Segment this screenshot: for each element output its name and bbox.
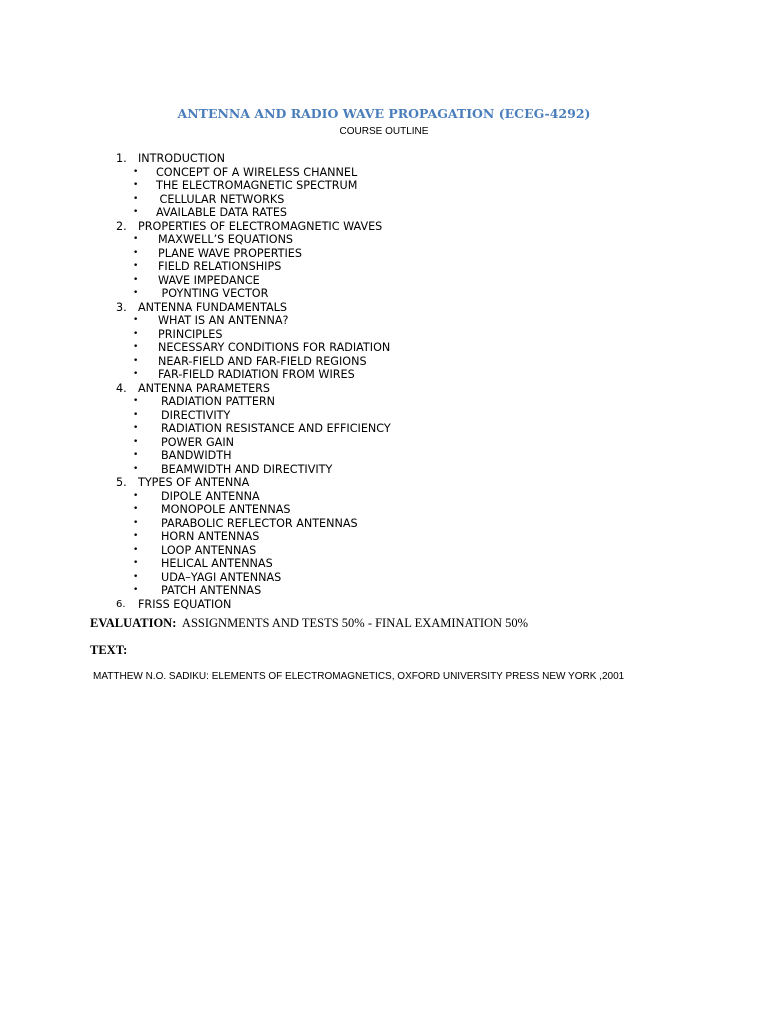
section-heading	[0, 301, 768, 315]
outline-item-text: RADIATION RESISTANCE AND EFFICIENCY	[161, 422, 391, 435]
outline-item	[0, 557, 768, 571]
bullet-icon: •	[133, 396, 139, 406]
outline-item	[0, 328, 768, 342]
outline-item	[0, 503, 768, 517]
section-number: 6.	[116, 598, 126, 610]
outline-item-text: NEAR-FIELD AND FAR-FIELD REGIONS	[158, 354, 367, 368]
bullet-icon: •	[133, 274, 139, 285]
outline-item	[0, 179, 768, 193]
bullet-icon: •	[133, 490, 139, 501]
outline-item-text: LOOP ANTENNAS	[161, 543, 257, 557]
outline-item	[0, 395, 768, 409]
bullet-icon: •	[133, 544, 139, 555]
bullet-icon: •	[133, 504, 139, 514]
bullet-icon: •	[133, 193, 139, 204]
section-heading	[0, 220, 768, 234]
outline-item-text: POYNTING VECTOR	[158, 287, 269, 300]
bullet-icon: •	[133, 423, 139, 433]
outline-item-text: MAXWELL’S EQUATIONS	[158, 233, 294, 246]
evaluation-line	[90, 616, 528, 631]
outline-item-text: RADIATION PATTERN	[161, 395, 276, 408]
section-title: FRISS EQUATION	[138, 597, 232, 611]
bullet-icon: •	[133, 409, 139, 420]
bullet-icon: •	[133, 342, 139, 352]
bullet-icon: •	[133, 369, 139, 379]
section-number: 3.	[116, 300, 127, 314]
outline-item	[0, 166, 768, 180]
outline-item	[0, 260, 768, 274]
outline-item	[0, 571, 768, 585]
outline-item-text: HELICAL ANTENNAS	[161, 557, 273, 570]
bullet-icon: •	[133, 585, 139, 595]
outline-item	[0, 355, 768, 369]
outline-item-text: WHAT IS AN ANTENNA?	[158, 314, 289, 327]
text-label: TEXT:	[90, 643, 128, 657]
evaluation-text: ASSIGNMENTS AND TESTS 50% - FINAL EXAMINATION 50%	[176, 616, 529, 630]
course-outline-list	[0, 152, 768, 611]
bullet-icon: •	[133, 450, 139, 460]
outline-item-text: PRINCIPLES	[158, 327, 223, 341]
bullet-icon: •	[133, 463, 139, 474]
outline-item-text: CELLULAR NETWORKS	[156, 192, 285, 206]
outline-item	[0, 206, 768, 220]
outline-item-text: PLANE WAVE PROPERTIES	[158, 246, 302, 260]
bullet-icon: •	[133, 531, 139, 541]
outline-item-text: AVAILABLE DATA RATES	[156, 206, 287, 219]
section-number: 2.	[116, 219, 127, 233]
section-number: 1.	[116, 152, 127, 165]
outline-item-text: NECESSARY CONDITIONS FOR RADIATION	[158, 341, 391, 354]
outline-item-text: BEAMWIDTH AND DIRECTIVITY	[161, 462, 333, 476]
outline-item-text: UDA–YAGI ANTENNAS	[161, 570, 282, 584]
outline-item	[0, 341, 768, 355]
bullet-icon: •	[133, 436, 139, 447]
bullet-icon: •	[133, 517, 139, 528]
section-title: ANTENNA FUNDAMENTALS	[138, 300, 287, 314]
section-heading	[0, 598, 768, 612]
outline-item	[0, 422, 768, 436]
outline-item-text: BANDWIDTH	[161, 449, 232, 462]
outline-item	[0, 436, 768, 450]
bullet-icon: •	[133, 247, 139, 258]
outline-item	[0, 247, 768, 261]
outline-item	[0, 368, 768, 382]
section-title: INTRODUCTION	[138, 152, 226, 165]
section-heading	[0, 152, 768, 166]
bullet-icon: •	[133, 328, 139, 339]
outline-item-text: FIELD RELATIONSHIPS	[158, 260, 282, 273]
outline-item	[0, 584, 768, 598]
outline-item-text: CONCEPT OF A WIRELESS CHANNEL	[156, 165, 358, 179]
outline-item-text: FAR-FIELD RADIATION FROM WIRES	[158, 368, 355, 381]
outline-item	[0, 463, 768, 477]
outline-item-text: MONOPOLE ANTENNAS	[161, 503, 291, 516]
outline-item-text: DIRECTIVITY	[161, 408, 231, 422]
outline-item	[0, 449, 768, 463]
section-title: TYPES OF ANTENNA	[138, 476, 250, 489]
bullet-icon: •	[133, 234, 139, 244]
outline-item	[0, 544, 768, 558]
outline-item	[0, 490, 768, 504]
bullet-icon: •	[133, 261, 139, 271]
section-title: ANTENNA PARAMETERS	[138, 381, 271, 395]
section-number: 4.	[116, 381, 127, 395]
reference-text: MATTHEW N.O. SADIKU: ELEMENTS OF ELECTROMAGNETICS, OXFORD UNIVERSITY PRESS NEW YORK ,2001	[93, 671, 625, 682]
bullet-icon: •	[133, 571, 139, 582]
outline-item	[0, 314, 768, 328]
bullet-icon: •	[133, 288, 139, 298]
outline-item-text: WAVE IMPEDANCE	[158, 273, 260, 287]
outline-item-text: POWER GAIN	[161, 435, 235, 449]
bullet-icon: •	[133, 315, 139, 325]
document-subtitle: COURSE OUTLINE	[339, 126, 429, 137]
bullet-icon: •	[133, 558, 139, 568]
outline-item	[0, 530, 768, 544]
section-number: 5.	[116, 476, 127, 489]
outline-item	[0, 287, 768, 301]
outline-item-text: DIPOLE ANTENNA	[161, 489, 260, 503]
bullet-icon: •	[133, 207, 139, 217]
bullet-icon: •	[133, 355, 139, 366]
section-heading	[0, 476, 768, 490]
outline-item	[0, 409, 768, 423]
outline-item	[0, 233, 768, 247]
outline-item-text: PARABOLIC REFLECTOR ANTENNAS	[161, 516, 358, 530]
section-title: PROPERTIES OF ELECTROMAGNETIC WAVES	[138, 219, 383, 233]
section-heading	[0, 382, 768, 396]
bullet-icon: •	[133, 166, 139, 177]
document-title: ANTENNA AND RADIO WAVE PROPAGATION (ECEG-4292)	[177, 106, 591, 121]
outline-item	[0, 274, 768, 288]
outline-item	[0, 193, 768, 207]
outline-item-text: THE ELECTROMAGNETIC SPECTRUM	[156, 179, 358, 192]
evaluation-label: EVALUATION:	[90, 616, 177, 630]
outline-item-text: PATCH ANTENNAS	[161, 584, 262, 597]
outline-item	[0, 517, 768, 531]
outline-item-text: HORN ANTENNAS	[161, 530, 260, 543]
bullet-icon: •	[133, 180, 139, 190]
